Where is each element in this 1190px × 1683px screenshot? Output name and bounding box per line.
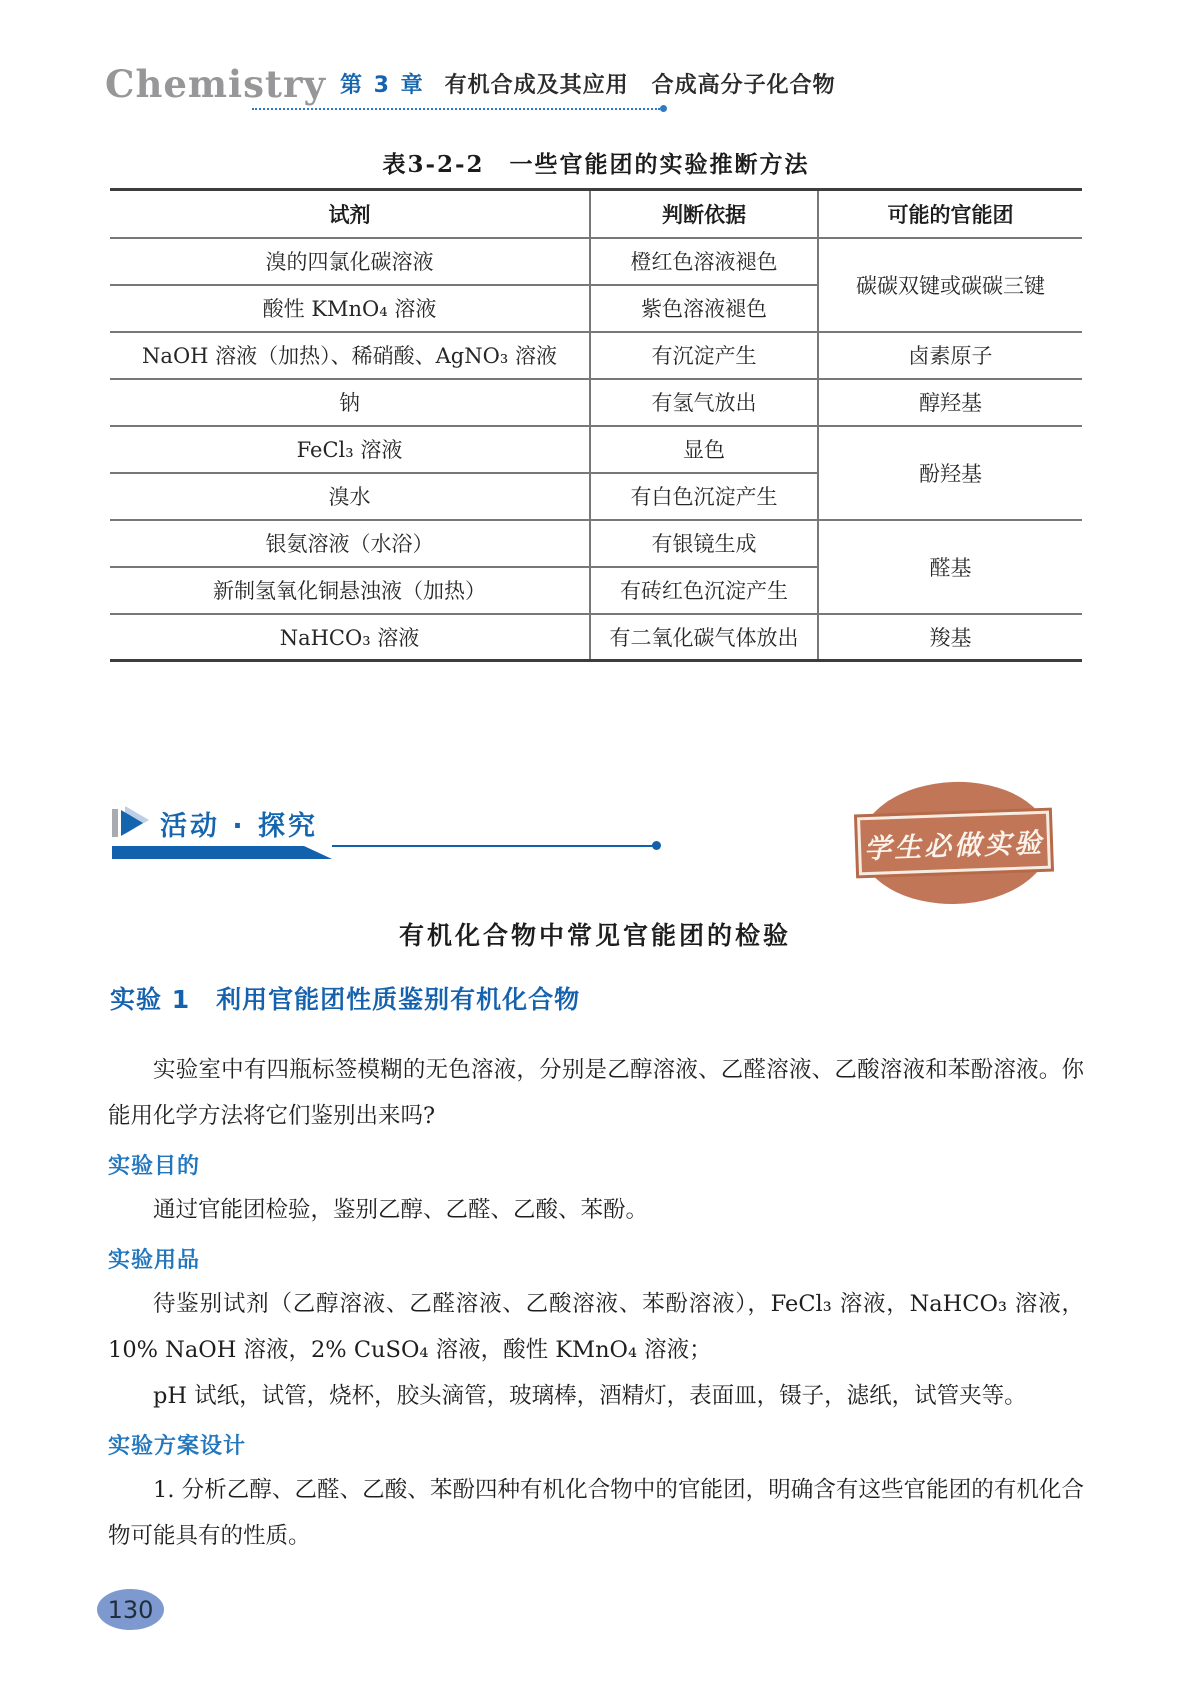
cell-group: 碳碳双键或碳碳三键 — [818, 238, 1082, 332]
table-row — [110, 332, 1082, 379]
cell-group: 醛基 — [818, 520, 1082, 614]
body-text — [108, 1047, 1084, 1559]
cell-evidence: 有氢气放出 — [590, 379, 818, 426]
activity-section-label: 活动 · 探究 — [160, 811, 319, 842]
plan-paragraph: 1. 分析乙醇、乙醛、乙酸、苯酚四种有机化合物中的官能团，明确含有这些官能团的有机化合物可能具有的性质。 — [108, 1477, 1084, 1549]
cell-group: 卤素原子 — [818, 332, 1082, 379]
table-row — [110, 426, 1082, 473]
cell-group: 酚羟基 — [818, 426, 1082, 520]
cell-reagent: 酸性 KMnO₄ 溶液 — [110, 285, 590, 332]
cell-evidence: 有白色沉淀产生 — [590, 473, 818, 520]
cell-evidence: 有砖红色沉淀产生 — [590, 567, 818, 614]
cell-reagent: 溴水 — [110, 473, 590, 520]
cell-evidence: 紫色溶液褪色 — [590, 285, 818, 332]
page-number: 130 — [107, 1595, 154, 1624]
cell-evidence: 有银镜生成 — [590, 520, 818, 567]
supplies-paragraph-1: 待鉴别试剂（乙醇溶液、乙醛溶液、乙酸溶液、苯酚溶液），FeCl₃ 溶液，NaHCO₃ 溶液，10% NaOH 溶液，2% CuSO₄ 溶液，酸性 KMnO₄ 溶液； — [108, 1291, 1084, 1363]
table-row — [110, 614, 1082, 661]
section-title: 有机化合物中常见官能团的检验 — [398, 921, 791, 950]
stamp-label: 学生必做实验 — [863, 827, 1045, 865]
table-row — [110, 520, 1082, 567]
cell-evidence: 有二氧化碳气体放出 — [590, 614, 818, 661]
supplies-heading: 实验用品 — [108, 1248, 201, 1273]
table-row — [110, 379, 1082, 426]
table-row — [110, 238, 1082, 285]
cell-reagent: 银氨溶液（水浴） — [110, 520, 590, 567]
activity-arrow-icon — [112, 806, 152, 844]
cell-reagent: NaHCO₃ 溶液 — [110, 614, 590, 661]
cell-group: 醇羟基 — [818, 379, 1082, 426]
purpose-heading: 实验目的 — [108, 1154, 201, 1179]
chapter-heading — [340, 68, 836, 103]
cell-reagent: 新制氢氧化铜悬浊液（加热） — [110, 567, 590, 614]
cell-reagent: NaOH 溶液（加热）、稀硝酸、AgNO₃ 溶液 — [110, 332, 590, 379]
cell-evidence: 显色 — [590, 426, 818, 473]
table-caption: 表3-2-2 一些官能团的实验推断方法 — [382, 151, 810, 178]
stamp-frame — [857, 811, 1051, 876]
plan-heading: 实验方案设计 — [108, 1434, 247, 1459]
table-header-row — [110, 190, 1082, 238]
cell-reagent: 钠 — [110, 379, 590, 426]
intro-paragraph: 实验室中有四瓶标签模糊的无色溶液，分别是乙醇溶液、乙醛溶液、乙酸溶液和苯酚溶液。你能用化学方法将它们鉴别出来吗? — [108, 1057, 1084, 1129]
cell-reagent: FeCl₃ 溶液 — [110, 426, 590, 473]
column-header-evidence: 判断依据 — [590, 190, 818, 238]
supplies-paragraph-2: pH 试纸，试管，烧杯，胶头滴管，玻璃棒，酒精灯，表面皿，镊子，滤纸，试管夹等。 — [153, 1383, 1027, 1409]
chapter-number: 第 3 章 — [340, 73, 425, 98]
purpose-paragraph: 通过官能团检验，鉴别乙醇、乙醛、乙酸、苯酚。 — [153, 1197, 649, 1223]
column-header-group: 可能的官能团 — [818, 190, 1082, 238]
cell-evidence: 有沉淀产生 — [590, 332, 818, 379]
column-header-reagent: 试剂 — [110, 190, 590, 238]
brand-wordmark: Chemistry — [105, 62, 327, 106]
activity-banner-dot — [652, 841, 661, 850]
cell-group: 羧基 — [818, 614, 1082, 661]
header-dotted-rule — [252, 108, 660, 110]
chapter-title: 有机合成及其应用 合成高分子化合物 — [444, 73, 836, 98]
header-rule-end-dot — [660, 105, 667, 112]
required-experiment-stamp — [851, 776, 1057, 911]
activity-banner-line — [332, 845, 654, 847]
page-number-badge — [97, 1589, 164, 1630]
cell-reagent: 溴的四氯化碳溶液 — [110, 238, 590, 285]
cell-evidence: 橙红色溶液褪色 — [590, 238, 818, 285]
functional-group-table — [110, 188, 1082, 662]
experiment-1-heading: 实验 1 利用官能团性质鉴别有机化合物 — [110, 985, 581, 1014]
running-head — [105, 62, 836, 106]
activity-banner-bar — [112, 846, 332, 859]
